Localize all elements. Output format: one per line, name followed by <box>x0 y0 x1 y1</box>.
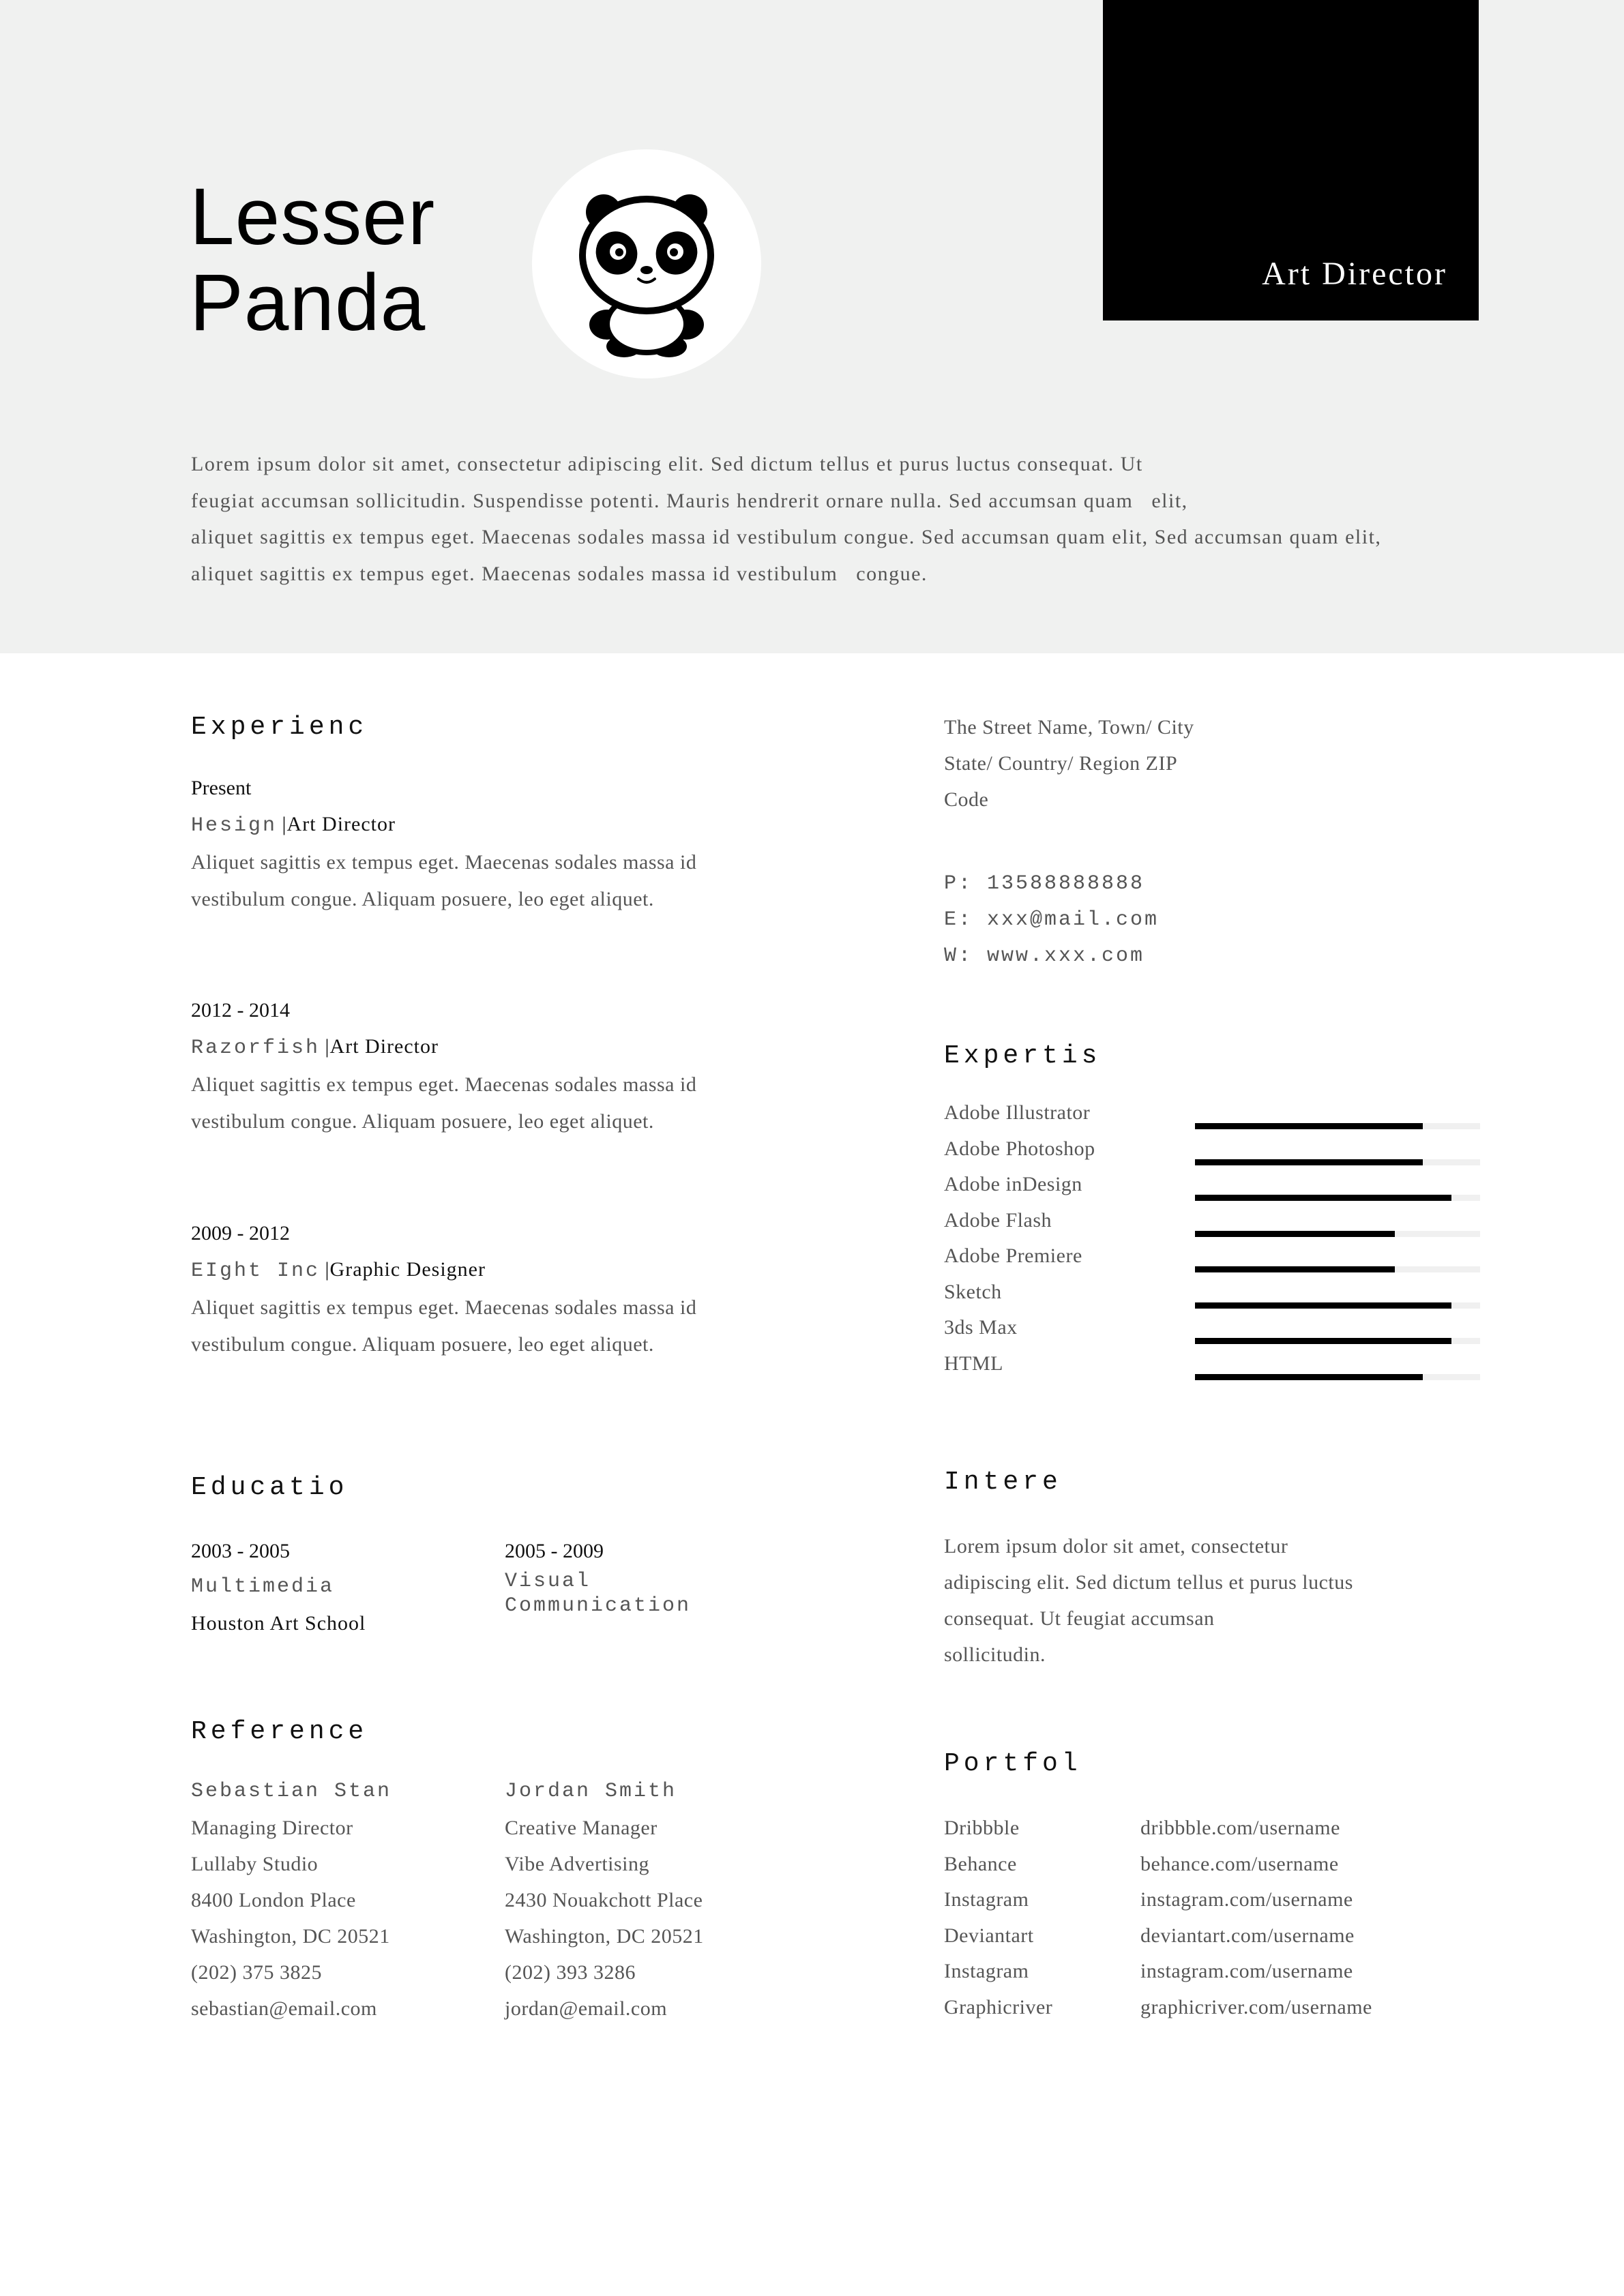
skill-level-bar <box>1195 1338 1480 1344</box>
experience-item <box>191 1215 805 1363</box>
skill-name: Adobe Illustrator <box>944 1101 1091 1124</box>
reference-name: Jordan Smith <box>505 1780 677 1803</box>
reference-role: Managing Director <box>191 1817 353 1839</box>
reference-role: Creative Manager <box>505 1817 658 1839</box>
skill-level-fill <box>1195 1195 1451 1201</box>
phone-number: P: 13588888888 <box>944 872 1145 895</box>
experience-item <box>191 770 805 918</box>
portfolio-network: Dribbble <box>944 1817 1020 1839</box>
experience-item <box>191 992 805 1140</box>
job-role: Hesign |Art Director <box>191 813 396 837</box>
reference-company: Vibe Advertising <box>505 1853 650 1875</box>
title-block <box>1103 0 1479 320</box>
portfolio-link[interactable]: instagram.com/username <box>1140 1960 1353 1982</box>
expertise-heading: Expertis <box>944 1041 1102 1071</box>
job-description-line: vestibulum congue. Aliquam posuere, leo eget aliquet. <box>191 1110 654 1133</box>
skill-name: Adobe Photoshop <box>944 1137 1095 1160</box>
skill-level-fill <box>1195 1302 1451 1309</box>
skill-name: Sketch <box>944 1280 1002 1303</box>
reference-card <box>505 1774 704 2027</box>
reference-name: Sebastian Stan <box>191 1780 392 1803</box>
education-major-line: Visual <box>505 1570 591 1593</box>
website: W: www.xxx.com <box>944 944 1145 968</box>
education-major: Multimedia <box>191 1575 335 1598</box>
education-item <box>191 1533 366 1641</box>
references-heading: Reference <box>191 1717 368 1746</box>
job-description <box>191 1067 805 1140</box>
intro-line: aliquet sagittis ex tempus eget. Maecenas sodales massa id vestibulum congue. <box>191 562 928 585</box>
skill-level-fill <box>1195 1123 1423 1129</box>
job-description-line: Aliquet sagittis ex tempus eget. Maecenas sodales massa id <box>191 851 697 874</box>
reference-company: Lullaby Studio <box>191 1853 319 1875</box>
skill-level-fill <box>1195 1159 1423 1165</box>
reference-phone: (202) 375 3825 <box>191 1961 322 1984</box>
job-description-line: vestibulum congue. Aliquam posuere, leo eget aliquet. <box>191 888 654 910</box>
intro-line: Lorem ipsum dolor sit amet, consectetur adipiscing elit. Sed dictum tellus et purus luctus consequat. Ut <box>191 453 1143 475</box>
skill-row <box>944 1281 1483 1316</box>
education-heading: Educatio <box>191 1473 349 1502</box>
reference-email: sebastian@email.com <box>191 1997 377 2020</box>
job-description <box>191 844 805 918</box>
full-name <box>190 174 435 346</box>
skill-row <box>944 1316 1483 1352</box>
job-description-line: vestibulum congue. Aliquam posuere, leo eget aliquet. <box>191 1333 654 1356</box>
education-period: 2003 - 2005 <box>191 1540 290 1562</box>
reference-phone: (202) 393 3286 <box>505 1961 636 1984</box>
education-major <box>505 1569 691 1618</box>
job-position: Graphic Designer <box>329 1258 486 1281</box>
reference-street: 2430 Nouakchott Place <box>505 1889 703 1911</box>
skill-name: Adobe Premiere <box>944 1244 1082 1267</box>
skill-row <box>944 1137 1483 1173</box>
skill-name: 3ds Max <box>944 1316 1018 1339</box>
job-description-line: Aliquet sagittis ex tempus eget. Maecenas sodales massa id <box>191 1073 697 1096</box>
intro-line: aliquet sagittis ex tempus eget. Maecenas sodales massa id vestibulum congue. Sed accumsan quam elit, Sed accumsan quam elit, <box>191 526 1382 548</box>
portfolio-link[interactable]: dribbble.com/username <box>1140 1817 1340 1839</box>
reference-card <box>191 1774 392 2027</box>
education-major-line: Communication <box>505 1594 692 1617</box>
skill-row <box>944 1173 1483 1208</box>
panda-icon <box>532 149 761 378</box>
skill-name: Adobe Flash <box>944 1208 1052 1232</box>
skill-level-fill <box>1195 1338 1451 1344</box>
job-description <box>191 1289 805 1363</box>
job-title: Art Director <box>1262 256 1447 292</box>
skill-level-bar <box>1195 1123 1480 1129</box>
skill-level-fill <box>1195 1266 1395 1272</box>
skill-row <box>944 1101 1483 1137</box>
job-company: EIght Inc <box>191 1259 321 1283</box>
email-address: E: xxx@mail.com <box>944 908 1160 931</box>
job-role: Razorfish |Art Director <box>191 1035 439 1060</box>
skill-name: HTML <box>944 1352 1003 1375</box>
skill-name: Adobe inDesign <box>944 1173 1082 1195</box>
job-position: Art Director <box>286 813 396 835</box>
job-company: Hesign <box>191 814 278 837</box>
portfolio-network: Deviantart <box>944 1924 1034 1947</box>
skill-level-fill <box>1195 1374 1423 1380</box>
job-description-line: Aliquet sagittis ex tempus eget. Maecenas sodales massa id <box>191 1296 697 1319</box>
skill-level-bar <box>1195 1374 1480 1380</box>
interests-line: Lorem ipsum dolor sit amet, consectetur <box>944 1535 1288 1557</box>
contact-details <box>944 866 1159 974</box>
name-last: Panda <box>190 258 426 348</box>
skill-row <box>944 1244 1483 1280</box>
skill-row <box>944 1352 1483 1388</box>
skill-level-bar <box>1195 1231 1480 1237</box>
portfolio-heading: Portfol <box>944 1749 1082 1778</box>
interests-heading: Intere <box>944 1467 1062 1497</box>
interests-line: sollicitudin. <box>944 1643 1046 1666</box>
job-company: Razorfish <box>191 1037 321 1060</box>
address-line: Code <box>944 788 989 811</box>
portfolio-link[interactable]: deviantart.com/username <box>1140 1924 1355 1947</box>
interests-line: consequat. Ut feugiat accumsan <box>944 1607 1215 1630</box>
skill-level-fill <box>1195 1231 1395 1237</box>
reference-street: 8400 London Place <box>191 1889 356 1911</box>
job-period: 2009 - 2012 <box>191 1222 290 1244</box>
name-first: Lesser <box>190 172 436 262</box>
education-period: 2005 - 2009 <box>505 1540 604 1562</box>
portfolio-link[interactable]: behance.com/username <box>1140 1852 1339 1875</box>
skill-level-bar <box>1195 1302 1480 1309</box>
experience-heading: Experienc <box>191 713 368 742</box>
avatar <box>532 149 761 378</box>
job-period: Present <box>191 777 252 799</box>
contact-address <box>944 709 1194 818</box>
portfolio-link[interactable]: graphicriver.com/username <box>1140 1995 1372 2018</box>
portfolio-network: Behance <box>944 1852 1017 1875</box>
portfolio-network: Graphicriver <box>944 1995 1053 2018</box>
skill-row <box>944 1209 1483 1244</box>
address-line: State/ Country/ Region ZIP <box>944 752 1178 775</box>
job-period: 2012 - 2014 <box>191 999 290 1022</box>
intro-line: feugiat accumsan sollicitudin. Suspendisse potenti. Mauris hendrerit ornare nulla. Sed accumsan quam elit, <box>191 489 1188 512</box>
skill-level-bar <box>1195 1195 1480 1201</box>
portfolio-network: Instagram <box>944 1960 1029 1982</box>
reference-email: jordan@email.com <box>505 1997 668 2020</box>
reference-city: Washington, DC 20521 <box>191 1925 390 1948</box>
intro-paragraph <box>191 446 1439 592</box>
education-school: Houston Art School <box>191 1612 366 1635</box>
education-item <box>505 1533 691 1618</box>
skill-level-bar <box>1195 1159 1480 1165</box>
address-line: The Street Name, Town/ City <box>944 716 1194 739</box>
portfolio-link[interactable]: instagram.com/username <box>1140 1888 1353 1911</box>
interests-line: adipiscing elit. Sed dictum tellus et purus luctus <box>944 1571 1353 1594</box>
job-position: Art Director <box>329 1035 439 1058</box>
reference-city: Washington, DC 20521 <box>505 1925 704 1948</box>
portfolio-network: Instagram <box>944 1888 1029 1911</box>
skill-level-bar <box>1195 1266 1480 1272</box>
job-role: EIght Inc |Graphic Designer <box>191 1258 486 1283</box>
interests-text <box>944 1528 1353 1673</box>
